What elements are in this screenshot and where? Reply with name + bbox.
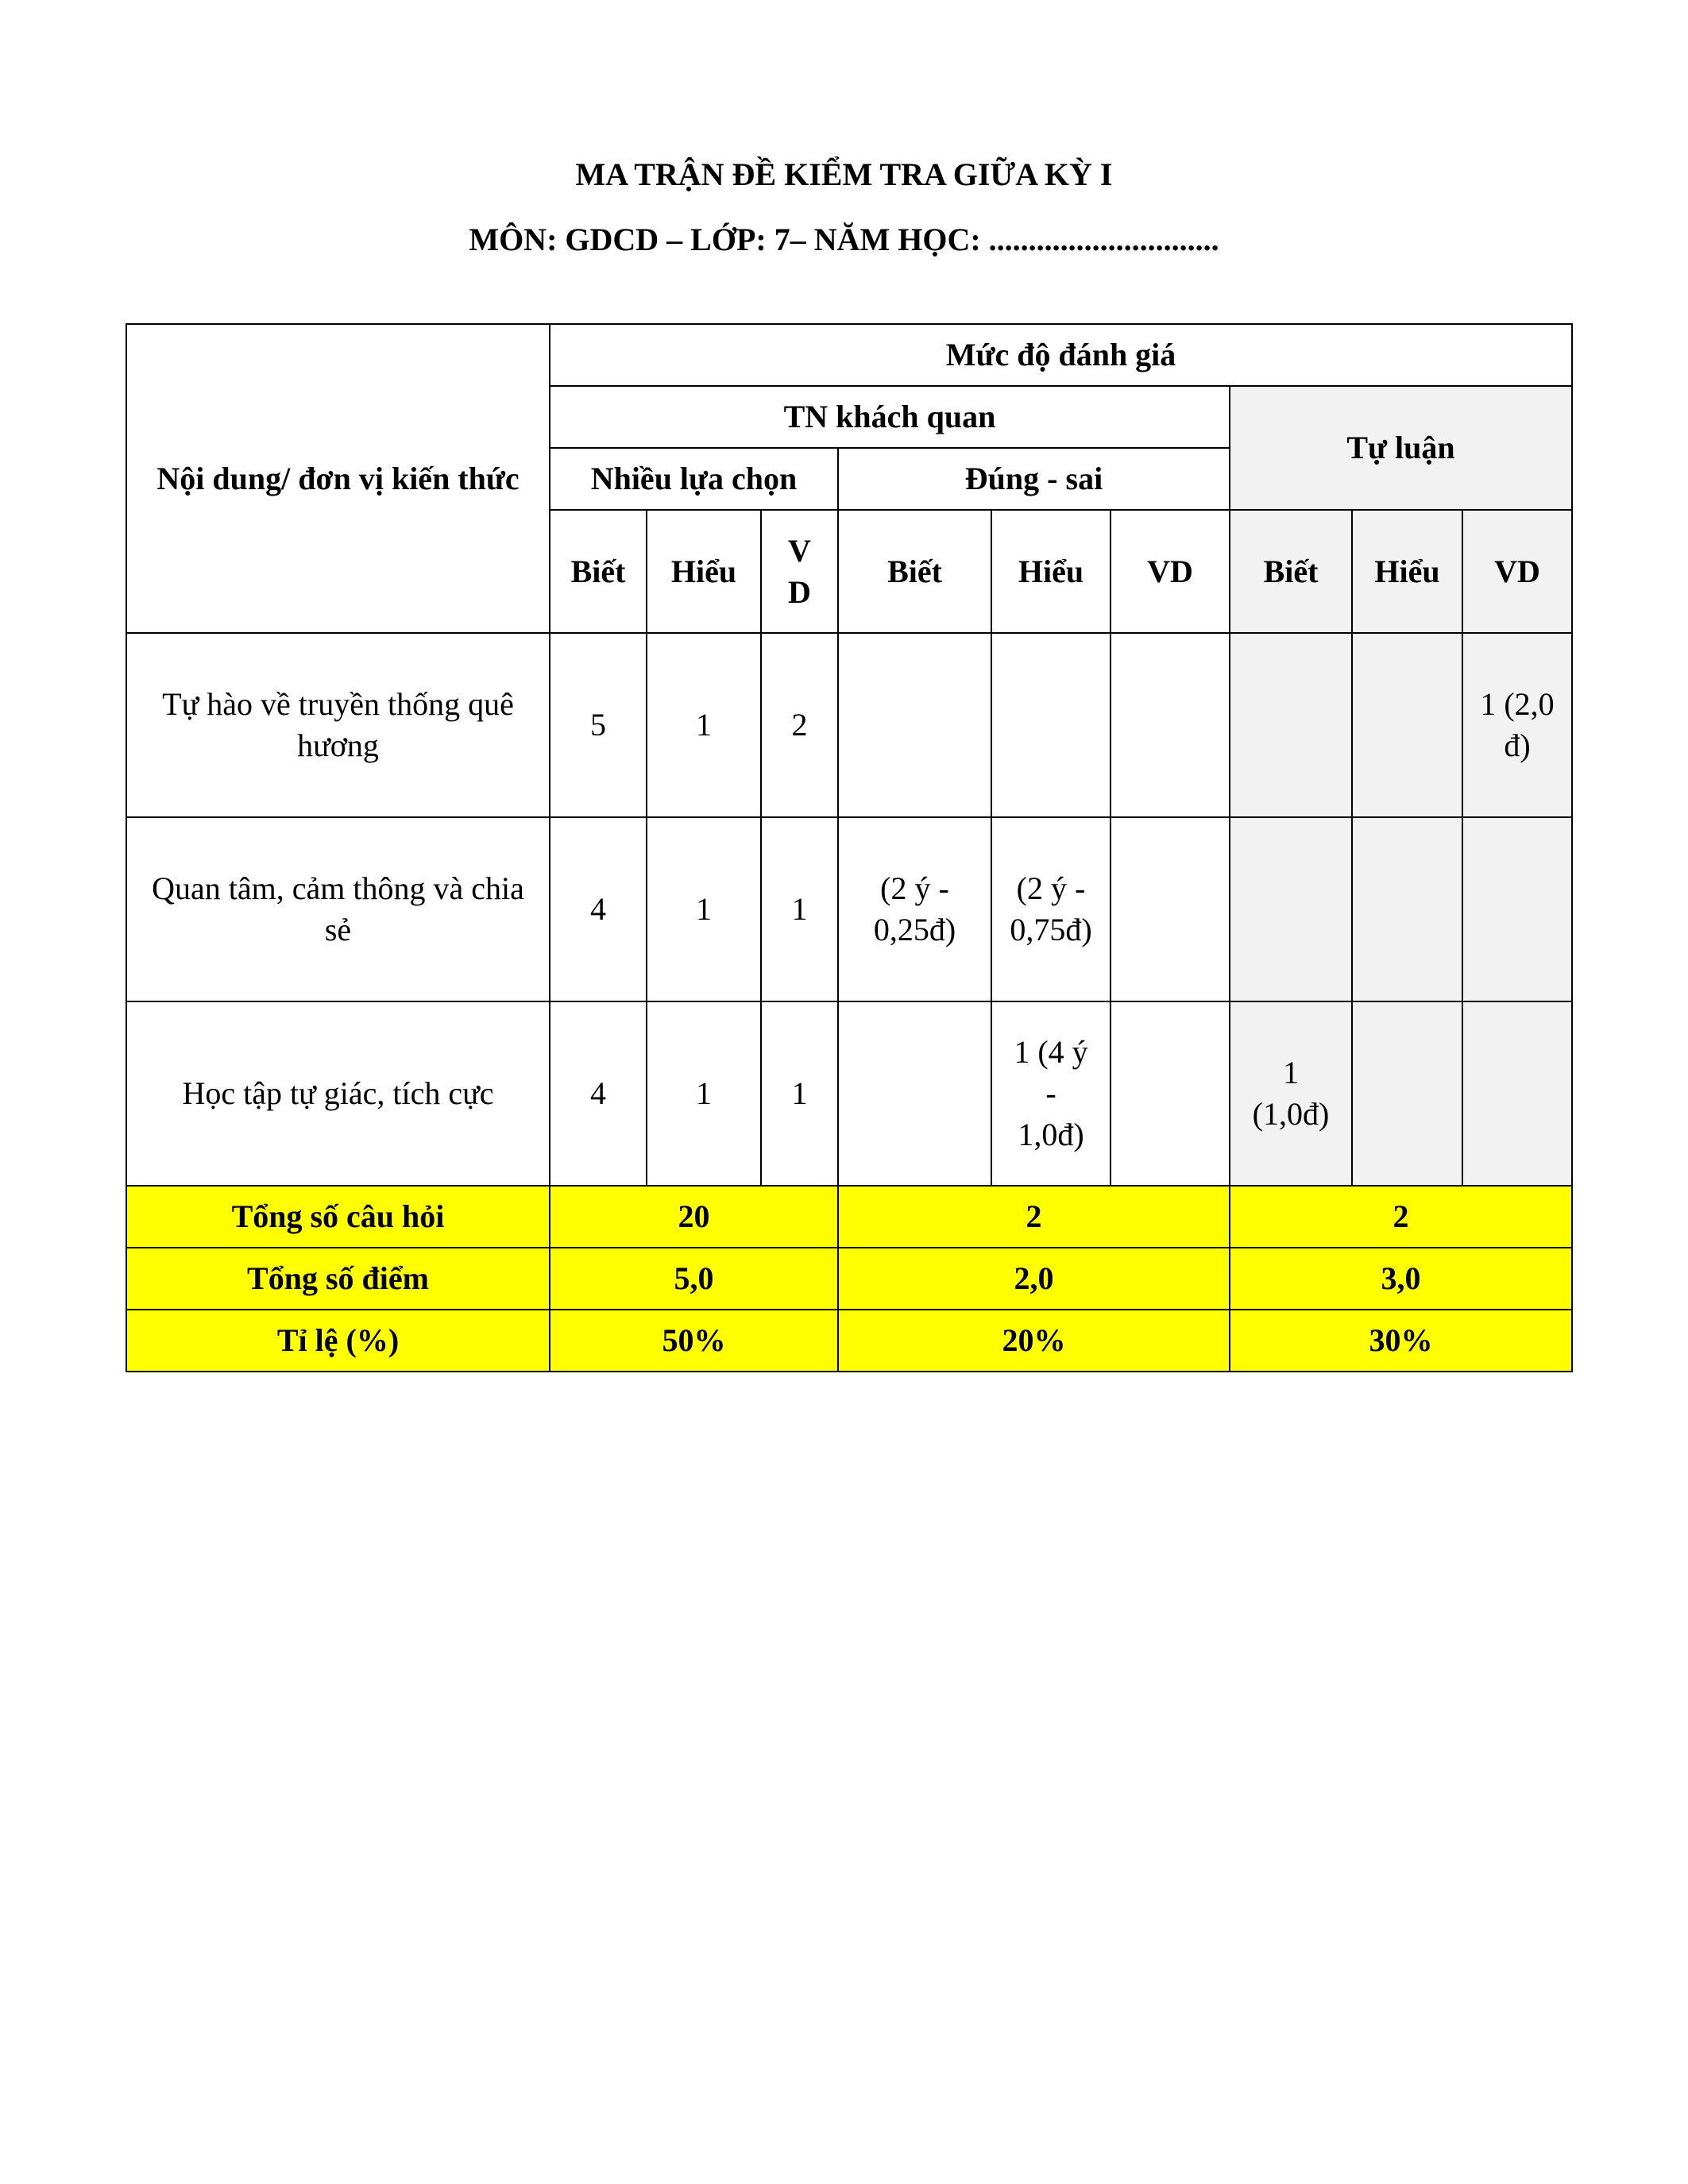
mc-biet-cell: 5 — [550, 633, 647, 817]
total-value: 2 — [838, 1186, 1230, 1248]
total-value: 5,0 — [550, 1248, 838, 1310]
tf-hieu-header: Hiểu — [991, 510, 1111, 633]
table-row — [126, 633, 1572, 817]
totals-row — [126, 1310, 1572, 1372]
mc-hieu-cell: 1 — [647, 817, 761, 1001]
level-header: Mức độ đánh giá — [550, 324, 1572, 386]
mc-biet-header: Biết — [550, 510, 647, 633]
total-value: 50% — [550, 1310, 838, 1372]
essay-biet-cell — [1230, 817, 1352, 1001]
totals-row — [126, 1248, 1572, 1310]
objective-header: TN khách quan — [550, 386, 1230, 448]
essay-biet-header: Biết — [1230, 510, 1352, 633]
total-value: 20% — [838, 1310, 1230, 1372]
essay-header: Tự luận — [1230, 386, 1572, 510]
essay-biet-cell: 1 (1,0đ) — [1230, 1001, 1352, 1186]
tf-biet-cell — [838, 1001, 991, 1186]
totals-row — [126, 1186, 1572, 1248]
mc-vd-cell: 2 — [761, 633, 838, 817]
mc-hieu-header: Hiểu — [647, 510, 761, 633]
tf-biet-header: Biết — [838, 510, 991, 633]
mc-biet-cell: 4 — [550, 1001, 647, 1186]
assessment-matrix-table — [126, 323, 1573, 1372]
tf-vd-cell — [1111, 817, 1230, 1001]
content-header: Nội dung/ đơn vị kiến thức — [126, 324, 550, 633]
tf-hieu-cell — [991, 633, 1111, 817]
total-value: 20 — [550, 1186, 838, 1248]
mc-hieu-cell: 1 — [647, 1001, 761, 1186]
topic-cell: Tự hào về truyền thống quê hương — [126, 633, 550, 817]
tf-hieu-cell: (2 ý - 0,75đ) — [991, 817, 1111, 1001]
multiple-choice-header: Nhiều lựa chọn — [550, 448, 838, 510]
table-row — [126, 1001, 1572, 1186]
tf-biet-cell: (2 ý - 0,25đ) — [838, 817, 991, 1001]
tf-vd-header: VD — [1111, 510, 1230, 633]
essay-vd-cell: 1 (2,0đ) — [1462, 633, 1572, 817]
mc-biet-cell: 4 — [550, 817, 647, 1001]
mc-vd-header: VD — [761, 510, 838, 633]
essay-hieu-cell — [1352, 633, 1462, 817]
total-value: 2 — [1230, 1186, 1572, 1248]
mc-hieu-cell: 1 — [647, 633, 761, 817]
true-false-header: Đúng - sai — [838, 448, 1230, 510]
total-label: Tỉ lệ (%) — [126, 1310, 550, 1372]
topic-cell: Quan tâm, cảm thông và chia sẻ — [126, 817, 550, 1001]
essay-vd-cell — [1462, 1001, 1572, 1186]
page-title: MA TRẬN ĐỀ KIỂM TRA GIỮA KỲ I — [575, 156, 1113, 192]
table-row — [126, 817, 1572, 1001]
mc-vd-cell: 1 — [761, 817, 838, 1001]
tf-hieu-cell: 1 (4 ý - 1,0đ) — [991, 1001, 1111, 1186]
essay-biet-cell — [1230, 633, 1352, 817]
essay-hieu-header: Hiểu — [1352, 510, 1462, 633]
mc-vd-cell: 1 — [761, 1001, 838, 1186]
tf-biet-cell — [838, 633, 991, 817]
total-value: 2,0 — [838, 1248, 1230, 1310]
topic-cell: Học tập tự giác, tích cực — [126, 1001, 550, 1186]
tf-vd-cell — [1111, 633, 1230, 817]
tf-vd-cell — [1111, 1001, 1230, 1186]
essay-vd-header: VD — [1462, 510, 1572, 633]
total-value: 30% — [1230, 1310, 1572, 1372]
total-value: 3,0 — [1230, 1248, 1572, 1310]
page-subtitle: MÔN: GDCD – LỚP: 7– NĂM HỌC: ............................. — [469, 222, 1219, 257]
total-label: Tổng số câu hỏi — [126, 1186, 550, 1248]
essay-hieu-cell — [1352, 1001, 1462, 1186]
essay-hieu-cell — [1352, 817, 1462, 1001]
total-label: Tổng số điểm — [126, 1248, 550, 1310]
essay-vd-cell — [1462, 817, 1572, 1001]
